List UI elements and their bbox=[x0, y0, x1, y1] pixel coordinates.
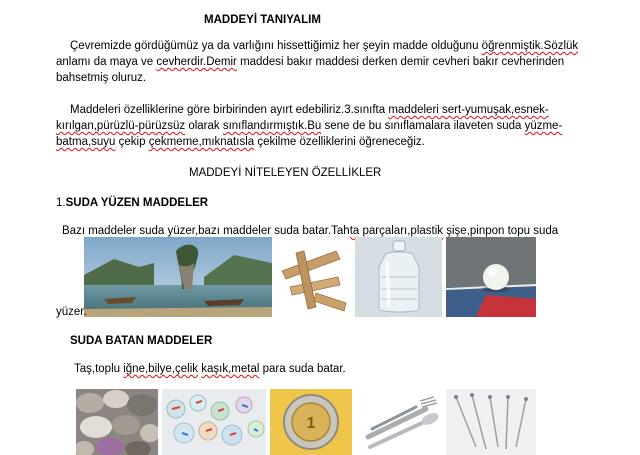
stones-photo bbox=[76, 389, 158, 455]
paragraph-2-line-3 bbox=[56, 135, 425, 149]
paragraph-1-line-3: bahsetmiş oluruz. bbox=[56, 72, 147, 84]
ping-pong-ball-photo bbox=[446, 237, 536, 317]
paragraph-2-line-1 bbox=[70, 103, 549, 117]
paragraph-1-line-2 bbox=[56, 55, 564, 69]
heading-number: 1. bbox=[56, 197, 66, 209]
section-2-sentence bbox=[74, 362, 346, 376]
text-run: maddesi bakır maddesi derken demir cevheri bakır cevherinden bbox=[236, 56, 565, 68]
section-2-heading: SUDA BATAN MADDELER bbox=[70, 335, 213, 347]
text-run-misspelled: sınıflandırmıştık.Bu bbox=[222, 120, 322, 132]
text-run-misspelled: maddeleri sert-yumuşak,esnek- bbox=[388, 104, 549, 116]
text-run-misspelled: yüzer,bazı bbox=[167, 225, 220, 237]
text-run: Bazı maddeler suda bbox=[62, 225, 168, 237]
text-run-misspelled: cevherdir.Demir bbox=[156, 56, 237, 68]
text-run: maddeler suda bbox=[219, 225, 303, 237]
text-run: Taş,toplu bbox=[74, 363, 124, 375]
text-run: çekilme özelliklerini öğreneceğiz. bbox=[254, 136, 425, 148]
text-run: Maddeleri özelliklerine göre birbirinden ayırt edebiliriz.3.sınıfta bbox=[70, 104, 389, 116]
text-run-misspelled: kaşık,metal bbox=[201, 363, 260, 375]
page-title: MADDEYİ TANIYALIM bbox=[204, 14, 321, 26]
text-run: sene de bu sınıflamalara ilaveten suda bbox=[321, 120, 525, 132]
text-run: anlamı da maya ve bbox=[56, 56, 157, 68]
text-run: Çevremizde gördüğümüz ya da varlığını hissettiğimiz her şeyin madde olduğunu bbox=[70, 40, 482, 52]
svg-text:1: 1 bbox=[306, 415, 316, 432]
section-1-sentence bbox=[62, 224, 558, 238]
pins-photo bbox=[446, 389, 536, 455]
section-1-heading bbox=[56, 196, 208, 210]
plastic-bottle-photo bbox=[355, 237, 442, 317]
island-bay-photo bbox=[84, 237, 272, 317]
text-run-misspelled: yüzme- bbox=[524, 120, 563, 132]
heading-text: SUDA YÜZEN MADDELER bbox=[65, 197, 209, 209]
marbles-photo bbox=[162, 389, 266, 455]
text-run: topu suda bbox=[504, 225, 559, 237]
text-run-misspelled: parçaları,plastik bbox=[362, 225, 444, 237]
section-subtitle: MADDEYİ NİTELEYEN ÖZELLİKLER bbox=[189, 167, 382, 179]
text-run-misspelled: kırılgan,pürüzlü-pürüzsüz bbox=[56, 120, 186, 132]
section-1-tail: yüzer. bbox=[56, 306, 87, 318]
wooden-sticks-photo bbox=[276, 237, 350, 317]
paragraph-2-line-2 bbox=[56, 119, 562, 133]
cutlery-photo bbox=[360, 389, 442, 455]
text-run-misspelled: öğrenmiştik.Sözlük bbox=[481, 40, 579, 52]
coin-photo bbox=[270, 389, 352, 455]
text-run-misspelled: şişe,pinpon bbox=[446, 225, 505, 237]
paragraph-1-line-1 bbox=[70, 39, 578, 53]
text-run: çekip bbox=[115, 136, 149, 148]
text-run: para suda batar. bbox=[259, 363, 346, 375]
text-run-misspelled: batma,suyu bbox=[56, 136, 116, 148]
text-run: olarak bbox=[185, 120, 223, 132]
text-run-misspelled: batar.Tahta bbox=[302, 225, 360, 237]
text-run-misspelled: çekmeme,mıknatısla bbox=[148, 136, 255, 148]
text-run-misspelled: iğne,bilye,çelik bbox=[123, 363, 199, 375]
